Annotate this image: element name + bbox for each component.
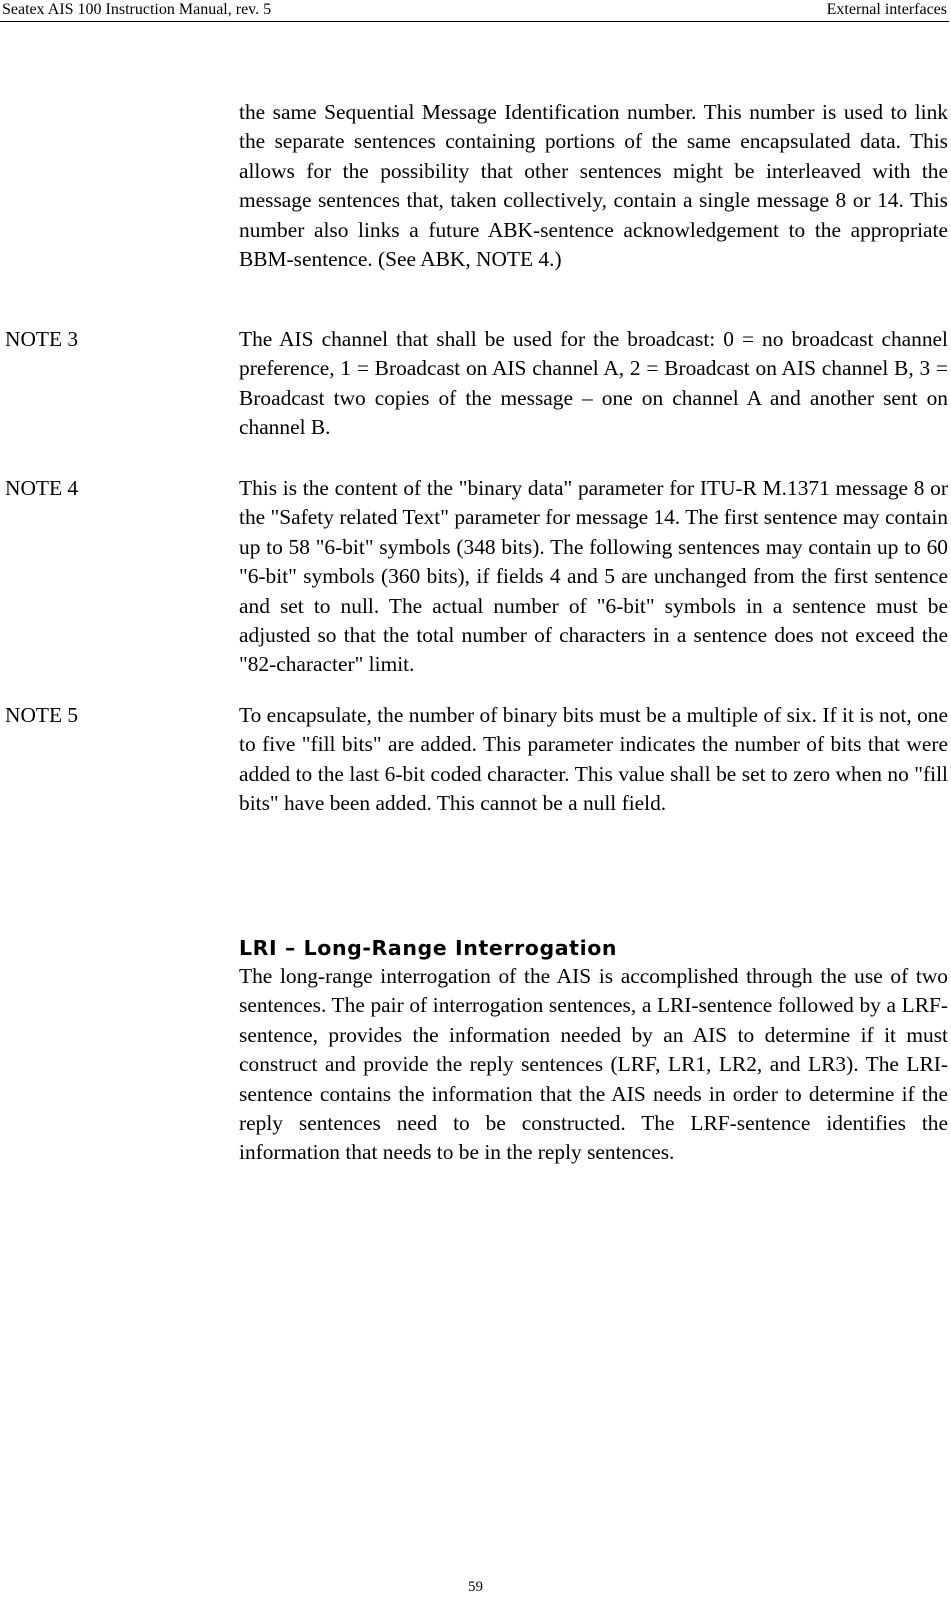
section-body-lri: The long-range interrogation of the AIS is accomplished through the use of two sentences. The pair of interrogation sentences, a LRI-sentence followed by a LRF-sentence, provides the information needed by an AIS to determine if it must construct and provide the reply sentences (LRF, LR1, LR2, and LR3). The LRI-sentence contains the information that the AIS needs in order to determine if the reply sentences need to be constructed. The LRF-sentence identifies the information that needs to be in the reply sentences. (239, 964, 948, 1165)
section-heading-lri: LRI – Long-Range Interrogation (239, 936, 618, 960)
header-document-title: Seatex AIS 100 Instruction Manual, rev. 5 (2, 1, 272, 18)
header-chapter-title: External interfaces (826, 1, 947, 18)
intro-paragraph: the same Sequential Message Identification number. This number is used to link the separate sentences containing portions of the same encapsulated data. This allows for the possibility that other sentences might be interleaved with the message sentences that, taken collectively, contain a single message 8 or 14. This number also links a future ABK-sentence acknowledgement to the appropriate BBM-sentence. (See ABK, NOTE 4.) (239, 100, 948, 272)
note-5-text: To encapsulate, the number of binary bits must be a multiple of six. If it is not, one to five "fill bits" are added. This parameter indicates the number of bits that were added to the last 6-bit coded character. This value shall be set to zero when no "fill bits" have been added. This cannot be a null field. (239, 703, 948, 816)
note-3-text: The AIS channel that shall be used for the broadcast: 0 = no broadcast channel preference, 1 = Broadcast on AIS channel A, 2 = Broadcast on AIS channel B, 3 = Broadcast two copies of the message – one on channel A and another sent on channel B. (239, 327, 948, 440)
note-4-label: NOTE 4 (5, 476, 79, 500)
note-3-label: NOTE 3 (5, 327, 79, 351)
note-5-label: NOTE 5 (5, 703, 79, 727)
page-number: 59 (468, 1579, 483, 1595)
running-header (0, 0, 949, 22)
note-4-text: This is the content of the "binary data" parameter for ITU-R M.1371 message 8 or the "Safety related Text" parameter for message 14. The first sentence may contain up to 58 "6-bit" symbols (348 bits). The following sentences may contain up to 60 "6-bit" symbols (360 bits), if fields 4 and 5 are unchanged from the first sentence and set to null. The actual number of "6-bit" symbols in a sentence must be adjusted so that the total number of characters in a sentence does not exceed the "82-character" limit. (239, 476, 948, 677)
